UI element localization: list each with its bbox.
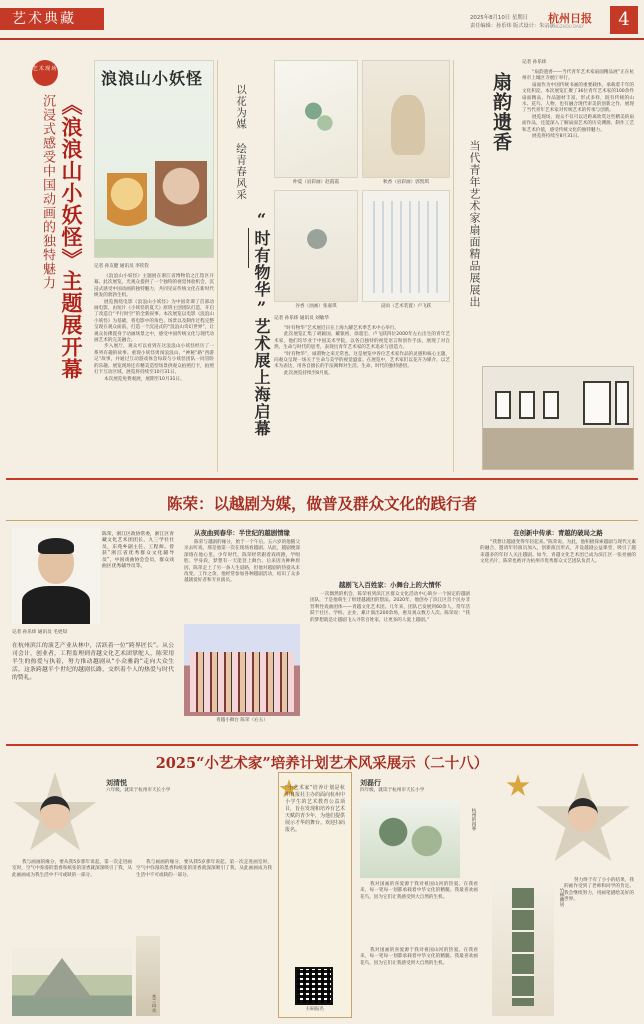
portrait-body: [22, 586, 90, 624]
article-byline: 记者 孙乐炜 通讯员 毛更知: [12, 630, 67, 635]
artwork-mountain: [32, 958, 92, 998]
poster-ground: [95, 239, 214, 258]
editors-line: 责任编辑：孙乐炜 版式设计：朱宗宇: [470, 23, 555, 29]
artwork-photo: [362, 60, 450, 178]
article-paragraph: 一次偶然的机会，陈荣看到滨江区群众文化活动中心缺少一个固定的越剧团队，于是他萌生了组建越剧团的想法。2020年，他创办了滨江区首个民办非营利性戏曲团体——青越文化艺术团。几年来，团队已发展到60余人，常年活跃于社区、学校、企业，累计演出200余场，惠及观众数万人次。陈荣说：“我的梦想就是让越剧飞入寻常百姓家，让更多的人爱上越剧。”: [310, 592, 470, 623]
promo-text: “小艺术家”培养计划是杭州日报社主办的面向杭州中小学生的艺术教育公益项目，旨在发现和培养有艺术天赋的青少年，为他们提供展示才华的舞台。欢迎扫码报名。: [285, 785, 346, 833]
kid-essay: 努力终于有了小小的结果，我的画作受到了老师和同学的肯定。我会继续努力，用画笔描绘美好的世界。: [564, 878, 634, 903]
artwork-flower: [295, 87, 341, 147]
kid-grade: 六年级，就读于杭州市天长小学: [106, 788, 171, 793]
kid-avatar-face: [40, 796, 70, 830]
dateline: 2025年8月10日 星期日: [470, 15, 529, 21]
article-paragraph: 展览现场，观众不仅可以近距离欣赏这些精美的扇面作品，还能深入了解扇面艺术的历史渊源、制作工艺和艺术价值，感受传统文化的独特魅力。: [522, 114, 634, 133]
article-body: [274, 326, 450, 377]
kid-essay: 我对国画的喜爱源于我对祖国山河的热爱。在我看来，每一笔每一划都承载着中华文化的精髓。我最喜欢画花鸟，因为它们让我感受到大自然的生机。: [360, 948, 478, 966]
artwork-title: 杭州的四季: [471, 808, 476, 831]
artwork-installation: [373, 201, 441, 293]
article-shanyunyixiang: [458, 60, 640, 472]
article-chenrong: [6, 484, 638, 740]
article-headline: 《浪浪山小妖怪》主题展开幕: [59, 94, 84, 380]
page-header: [0, 0, 644, 40]
article-subtitle: 沉浸式感受中国动画的独特魅力: [40, 94, 55, 290]
kid-essay: 我与画画的缘分，要从我5岁那年说起。第一次走进画室时，空气中弥漫的墨香和纸张的清香就深深吸引了我，从此画画成为我生活中不可或缺的一部分。: [136, 860, 272, 878]
poster-character-left: [107, 173, 147, 243]
article-paragraph: 《浪浪山小妖怪》主题展在浙江省博物馆之江馆区开幕。此次展览，光观众提供了一个独特的视觉体验机会，沉浸式感受中国动画的独特魅力，共同见证传统文化在新时代焕发的勃勃生机。: [94, 274, 214, 299]
article-paragraph: “时有物华”艺术展近日在上海九曜艺术季艺术中心举行。: [284, 326, 400, 331]
page-number: 4: [610, 6, 638, 34]
promo-box: [278, 772, 352, 1018]
article-paragraph: 步入展厅，观众可以看到在这浪浪山小妖怪经历了一系列有趣的故事。重现小妖怪勇闯浪浪山、“神秘”路“西游记”故事，并通过互动游戏体会每段与小妖怪团队一同冒险的乐趣。展览现场还有精美造型场景供观众拍照打卡，拍照打卡互动区域。展览将持续至10月31日。: [94, 344, 214, 376]
article-young-artists: [6, 748, 638, 1020]
kid-essay: 我对国画的喜爱源于我对祖国山河的热爱。在我看来，每一笔每一划都承载着中华文化的精髓。我最喜欢画花鸟，因为它们让我感受到大自然的生机。: [360, 882, 478, 900]
stage-performers: [190, 652, 294, 712]
article-paragraph: 陈荣与越剧的缘分，始于一个午后。五六岁的他随父亲去听戏，那是他第一次在现场看越剧。从此，越剧便深深烙在他心里。少年时代，陈荣经常跟着戏班跑，学唱腔、学身段，梦想有一天能登上舞台。后来因为种种原因，陈荣走上了另一条人生道路，但他对越剧的热爱从未改变。工作之余，他经常参加各种越剧活动，结识了众多越剧爱好者和专业演员。: [184, 540, 300, 584]
kid-name: 刘磊行: [360, 779, 381, 787]
hall-frame: [583, 381, 611, 425]
kid-artwork: [360, 800, 460, 878]
portrait-hair: [38, 538, 74, 554]
stage-group-photo: [184, 624, 300, 716]
photo-caption: 青越小舞台 陈荣（右五）: [216, 718, 268, 723]
article-headline: 扇韵遗香: [490, 72, 512, 152]
article-intro: 在杭州滨江的演艺产业从林中，活跃着一位“跨界匠长”。从公司会计，创业者，工程监理到青越文化艺术团掌舵人，陈荣用半生的热爱与执着，努力推动越剧从“小众雅韵”走向大众生活，这条跨越半个世纪的越剧长路，交织着个人的热爱与时代的赞礼。: [12, 643, 174, 681]
article-headline: 2025“小艺术家”培养计划艺术风采展示（二十八）: [155, 755, 489, 772]
artwork-bamboo: [512, 888, 534, 1006]
artwork-title: 竹林幽居: [559, 888, 564, 907]
kid-artwork: [12, 948, 132, 1016]
qr-code[interactable]: [295, 967, 333, 1005]
artwork-tree: [368, 808, 452, 868]
kid-artwork: [492, 878, 554, 1016]
exhibition-hall-photo: [482, 366, 634, 470]
kid-grade: 四年级，就读于杭州市天长小学: [360, 788, 425, 793]
subheading: 从夜曲到春华：半世纪的越剧情缘: [194, 529, 290, 537]
badge-art-scene: 艺术现场: [32, 60, 58, 86]
subheading: 越剧飞入百姓家：小舞台上的大情怀: [338, 581, 442, 589]
newspaper-logo: 杭州日报: [548, 12, 592, 25]
hall-frame: [519, 391, 535, 419]
poster-character-right: [155, 161, 207, 245]
artwork-ink: [293, 211, 341, 281]
portrait-photo: [12, 528, 100, 624]
subheading: 在创新中传承：青越的破局之路: [513, 529, 603, 537]
artwork-photo: [274, 190, 358, 302]
qr-label: 扫码报名: [306, 1007, 324, 1012]
headline-rule: [6, 520, 638, 521]
artwork-title: 木兰山水: [151, 994, 156, 1013]
article-paragraph: 展览围绕电影《浪浪山小妖怪》为中国奇谭了首部动画电影，由短片《小妖怪的夏天》原班主创团队打造，开启了改造自“平行时空”的全新叙事。本次展览以电影《浪浪山小妖怪》为基础，将电影中的角色、场景以及制作过程完整呈现在观众面前，打造一个沉浸式的“浪浪山奇幻世界”，让观众仿佛置身于动画场景之中，感受中国传统文化与现代动画艺术的完美融合。: [94, 299, 214, 344]
article-body: [522, 70, 634, 140]
artwork-photo: [362, 190, 450, 302]
poster-title: 浪浪山小妖怪: [101, 69, 204, 88]
artwork-caption: 仲夏（岩彩画）赵霞霞: [293, 180, 339, 185]
newspaper-logo-sub: HANGZHOU DAILY: [548, 24, 584, 29]
article-headline: 陈荣：以越剧为媒，做普及群众文化的践行者: [166, 494, 477, 513]
section-divider: [6, 744, 638, 746]
article-paragraph: “扇韵遗香——当代青年艺术家扇面精品展”正在杭州市上城区寺展厅举行。: [522, 70, 634, 82]
section-divider: [6, 478, 638, 480]
movie-poster: [94, 60, 214, 258]
article-paragraph: “我想让越剧变得年轻起来。”陈荣说。为此，他积极探索越剧与现代元素的融合，邀请年轻演员加入，创新演出形式，开设越剧公益课堂，吸引了越来越多的年轻人关注越剧。如今，青越文化艺术团已成为滨江区一张亮丽的文化名片，陈荣也被评为杭州市优秀群众文艺团队负责人。: [480, 540, 636, 565]
article-paragraph: 展览将持续至8月31日。: [532, 134, 583, 140]
kid-name: 刘清悦: [106, 779, 127, 787]
article-paragraph: 此次展览持续至8月底。: [284, 370, 333, 376]
article-paragraph: 扇面作为中国传统书画的重要载体，承载着千年的文化积淀。本次展览汇聚了36位青年艺术家的100余件扇面精品，作品题材丰富、形式多样，既有传统的山水、花鸟、人物，也有融合现代审美的创新之作，展现了当代青年艺术家对传统艺术的传承与创新。: [522, 82, 634, 114]
artwork-photo: [274, 60, 358, 178]
article-kicker: 以花为媒 绘青春风采: [235, 84, 247, 201]
kid-essay: 我与画画的缘分，要从我5岁那年说起。第一次走进画室时，空气中弥漫的墨香和纸张的清香就深深吸引了我，从此画画成为我生活中不可或缺的一部分。: [12, 860, 132, 878]
article-byline: 记者 孙乐炜: [522, 60, 547, 65]
artwork-caption: 浸雨（艺术装置）卢飞跃: [380, 304, 432, 309]
hall-frame: [495, 391, 511, 419]
kid-avatar-face: [568, 798, 598, 832]
article-subtitle: 当代青年艺术家扇面精品展展出: [468, 140, 481, 308]
section-title: 艺术典藏: [0, 8, 104, 30]
article-langlangshan: [6, 60, 218, 472]
artwork-caption: 谷香（油画）张嘉琪: [295, 304, 337, 309]
article-paragraph: “时有物华”，诚谓物之来无常也。这是展览中各位艺术家作品的灵感和核心主题，向观众呈现一场关于生命与美学的视觉盛宴。在展览中，艺术家们以花卉为媒介，以艺术为表达，用各自擅长的手法阐释对生活、生命、时代的独特感悟。: [274, 351, 450, 370]
article-byline: 记者 孙乐炜 通讯员 刘敏华: [274, 316, 329, 321]
article-body: [94, 274, 214, 383]
artwork-caption: 秋香（岩彩画）郭凯琪: [383, 180, 429, 185]
article-byline: 记者 孙友健 通讯员 李钦钦: [94, 264, 149, 269]
hall-frame: [543, 391, 559, 419]
article-paragraph: 此次展览汇集了胡颖国、戴银初、徐超宏、卢飞跃四位2000年左右出生的青年艺术家，他们均毕业于中国美术学院，以各自独特的视觉语言和创作手法，展现了对自然、生命与时代的思考，表现出青年艺术家的艺术追求与创造力。: [274, 332, 450, 351]
bio: 陈荣，浙江区政协常委，浙江区青藏文化艺术团团长，九三学社社员，东苑乡副主任，工程师。曾获“浙江省优秀群众文化辅导员”，中国戏曲协会会员，群众戏曲区优秀辅导员等。: [102, 532, 174, 570]
kicker-rule: [248, 228, 249, 268]
article-shiyouwuhua: [222, 60, 454, 472]
article-paragraph: 本次展览免费观展，展期至10月31日。: [104, 376, 185, 382]
hall-frame: [615, 381, 629, 425]
article-headline: “时有物华”艺术展上海启幕: [252, 210, 271, 437]
artwork-vase: [391, 95, 425, 155]
